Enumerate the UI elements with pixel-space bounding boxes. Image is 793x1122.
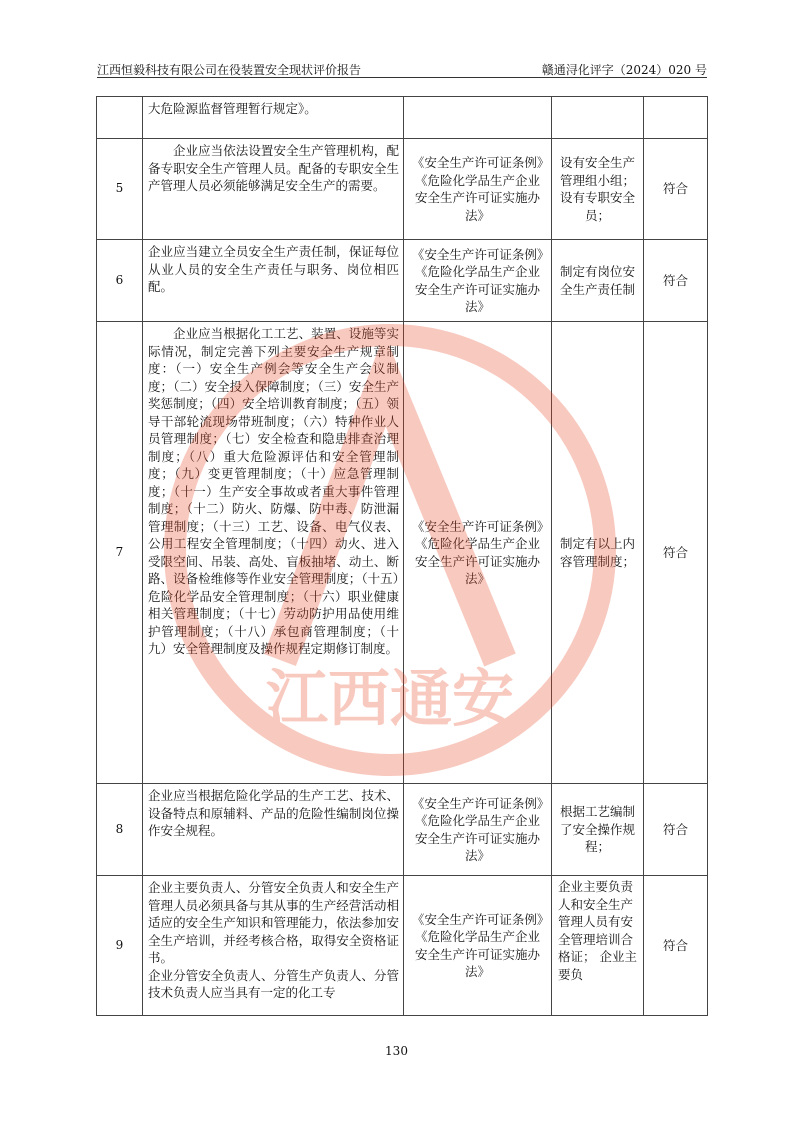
report-title: 江西恒毅科技有限公司在役装置安全现状评价报告	[97, 63, 362, 77]
requirement-cell: 企业应当依法设置安全生产管理机构，配备专职安全生产管理人员。配备的专职安全生产管理人员必须能够满足安全生产的需要。	[143, 139, 404, 240]
basis-cell: 《安全生产许可证条例》《危险化学品生产企业安全生产许可证实施办法》	[404, 876, 552, 1016]
basis-cell: 《安全生产许可证条例》《危险化学品生产企业安全生产许可证实施办法》	[404, 139, 552, 240]
page-number: 130	[385, 1044, 408, 1058]
result-cell: 符合	[644, 322, 708, 784]
row-number: 9	[97, 876, 143, 1016]
finding-cell	[552, 97, 644, 139]
finding-cell: 制定有岗位安全生产责任制	[552, 240, 644, 322]
requirement-cell: 大危险源监督管理暂行规定》。	[143, 97, 404, 139]
requirement-cell: 企业应当根据危险化学品的生产工艺、技术、设备特点和原辅料、产品的危险性编制岗位操作安全规程。	[143, 784, 404, 876]
table-row	[97, 240, 708, 322]
basis-cell: 《安全生产许可证条例》《危险化学品生产企业安全生产许可证实施办法》	[404, 784, 552, 876]
basis-cell: 《安全生产许可证条例》《危险化学品生产企业安全生产许可证实施办法》	[404, 240, 552, 322]
page-header	[97, 61, 707, 78]
row-number: 8	[97, 784, 143, 876]
row-number: 6	[97, 240, 143, 322]
basis-cell	[404, 97, 552, 139]
table-row	[97, 139, 708, 240]
result-cell	[644, 97, 708, 139]
report-number: 赣通浔化评字（2024）020 号	[541, 63, 707, 77]
table-row	[97, 97, 708, 139]
table-row	[97, 784, 708, 876]
finding-cell: 设有安全生产管理组小组；设有专职安全员；	[552, 139, 644, 240]
result-cell: 符合	[644, 139, 708, 240]
requirement-cell: 企业应当根据化工工艺、装置、设施等实际情况，制定完善下列主要安全生产规章制度：（一）安全生产例会等安全生产会议制度；（二）安全投入保障制度；（三）安全生产奖惩制度；（四）安全培训教育制度；（五）领导干部轮流现场带班制度；（六）特种作业人员管理制度；（七）安全检查和隐患排查治理制度；（八）重大危险源评估和安全管理制度；（九）变更管理制度；（十）应急管理制度；（十一）生产安全事故或者重大事件管理制度；（十二）防火、防爆、防中毒、防泄漏管理制度；（十三）工艺、设备、电气仪表、公用工程安全管理制度；（十四）动火、进入受限空间、吊装、高处、盲板抽堵、动土、断路、设备检维修等作业安全管理制度；（十五）危险化学品安全管理制度；（十六）职业健康相关管理制度；（十七）劳动防护用品使用维护管理制度；（十八）承包商管理制度；（十九）安全管理制度及操作规程定期修订制度。	[143, 322, 404, 784]
result-cell: 符合	[644, 784, 708, 876]
seal-text: 江西通安	[265, 662, 515, 735]
result-cell: 符合	[644, 876, 708, 1016]
requirement-cell: 企业应当建立全员安全生产责任制，保证每位从业人员的安全生产责任与职务、岗位相匹配。	[143, 240, 404, 322]
row-number: 7	[97, 322, 143, 784]
table-row	[97, 322, 708, 784]
row-number	[97, 97, 143, 139]
table-row	[97, 876, 708, 1016]
requirement-cell: 企业主要负责人、分管安全负责人和安全生产管理人员必须具备与其从事的生产经营活动相适应的安全生产知识和管理能力，依法参加安全生产培训，并经考核合格，取得安全资格证书。 企业分管安全负责人、分管生产负责人、分管技术负责人应当具有一定的化工专	[143, 876, 404, 1016]
evaluation-table	[96, 96, 708, 1016]
result-cell: 符合	[644, 240, 708, 322]
finding-cell: 企业主要负责人和安全生产管理人员有安全管理培训合格证； 企业主要负	[552, 876, 644, 1016]
basis-cell: 《安全生产许可证条例》《危险化学品生产企业安全生产许可证实施办法》	[404, 322, 552, 784]
row-number: 5	[97, 139, 143, 240]
finding-cell: 制定有以上内容管理制度；	[552, 322, 644, 784]
finding-cell: 根据工艺编制了安全操作规程；	[552, 784, 644, 876]
